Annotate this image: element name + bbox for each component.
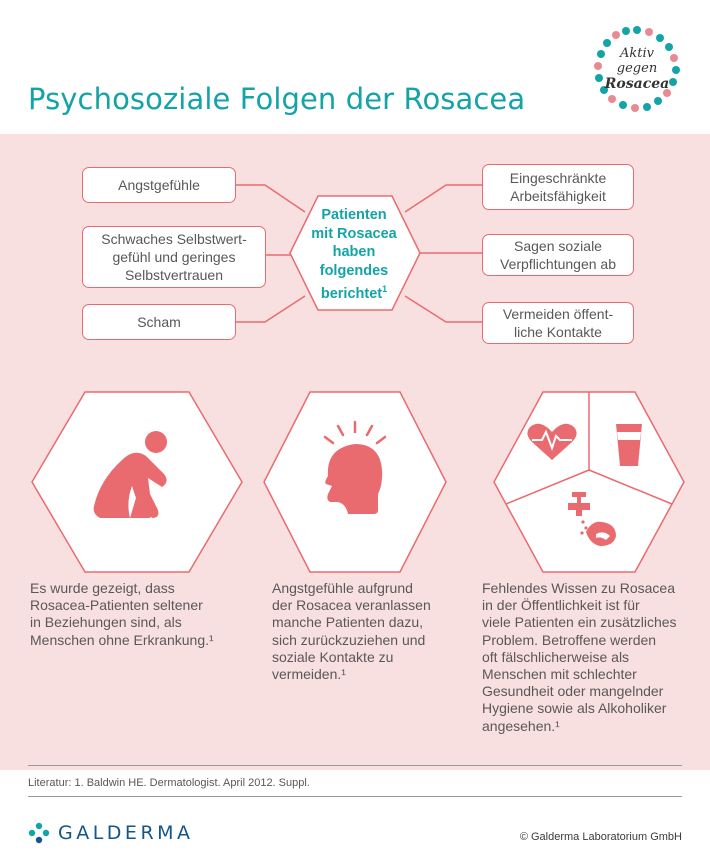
hexagon-anxiety [262,390,448,574]
divider-top [28,765,682,766]
effect-box-scham: Scham [82,304,236,340]
beer-glass-icon [616,424,642,466]
divider-bottom [28,796,682,797]
logo-line1: Aktiv [620,46,654,61]
paragraph-public-knowledge: Fehlendes Wissen zu Rosacea in der Öffentlichkeit ist für viele Patienten ein zusätzliches Problem. Betroffene werden oft fälschlicherweise als Menschen mit schlechter Gesundheit oder mangelnder Hygiene sowie als Alkoholiker angesehen.¹ [482,580,677,734]
literature-reference: Literatur: 1. Baldwin HE. Dermatologist. April 2012. Suppl. [28,777,310,789]
center-statement [300,206,408,303]
galderma-logo [28,820,194,846]
copyright-notice: © Galderma Laboratorium GmbH [519,831,682,843]
paragraph-relationships: Es wurde gezeigt, dass Rosacea-Patienten seltener in Beziehungen sind, als Menschen ohne Erkrankung.¹ [30,580,214,648]
page-title: Psychosoziale Folgen der Rosacea [28,82,526,116]
center-text: Patienten mit Rosacea haben folgendes berichtet [311,207,397,302]
effect-box-kontakte: Vermeiden öffent- liche Kontakte [482,302,634,344]
center-footnote-mark: 1 [382,284,388,294]
logo-line3: Rosacea [604,76,670,92]
effect-box-selbstwertgefuehl: Schwaches Selbstwert- gefühl und geringes Selbstvertrauen [82,226,266,288]
hexagon-relationships [30,390,244,574]
galderma-dots-icon [28,822,50,844]
galderma-wordmark: GALDERMA [58,822,194,844]
effect-box-angstgefuehle: Angstgefühle [82,167,236,203]
paragraph-anxiety: Angstgefühle aufgrund der Rosacea veranlassen manche Patienten dazu, sich zurückzuziehen und soziale Kontakte zu vermeiden.¹ [272,580,431,683]
effect-box-verpflichtungen: Sagen soziale Verpflichtungen ab [482,234,634,276]
logo-line2: gegen [616,61,658,76]
hexagon-public-knowledge [492,390,686,574]
effect-box-arbeitsfaehigkeit: Eingeschränkte Arbeitsfähigkeit [482,164,634,210]
